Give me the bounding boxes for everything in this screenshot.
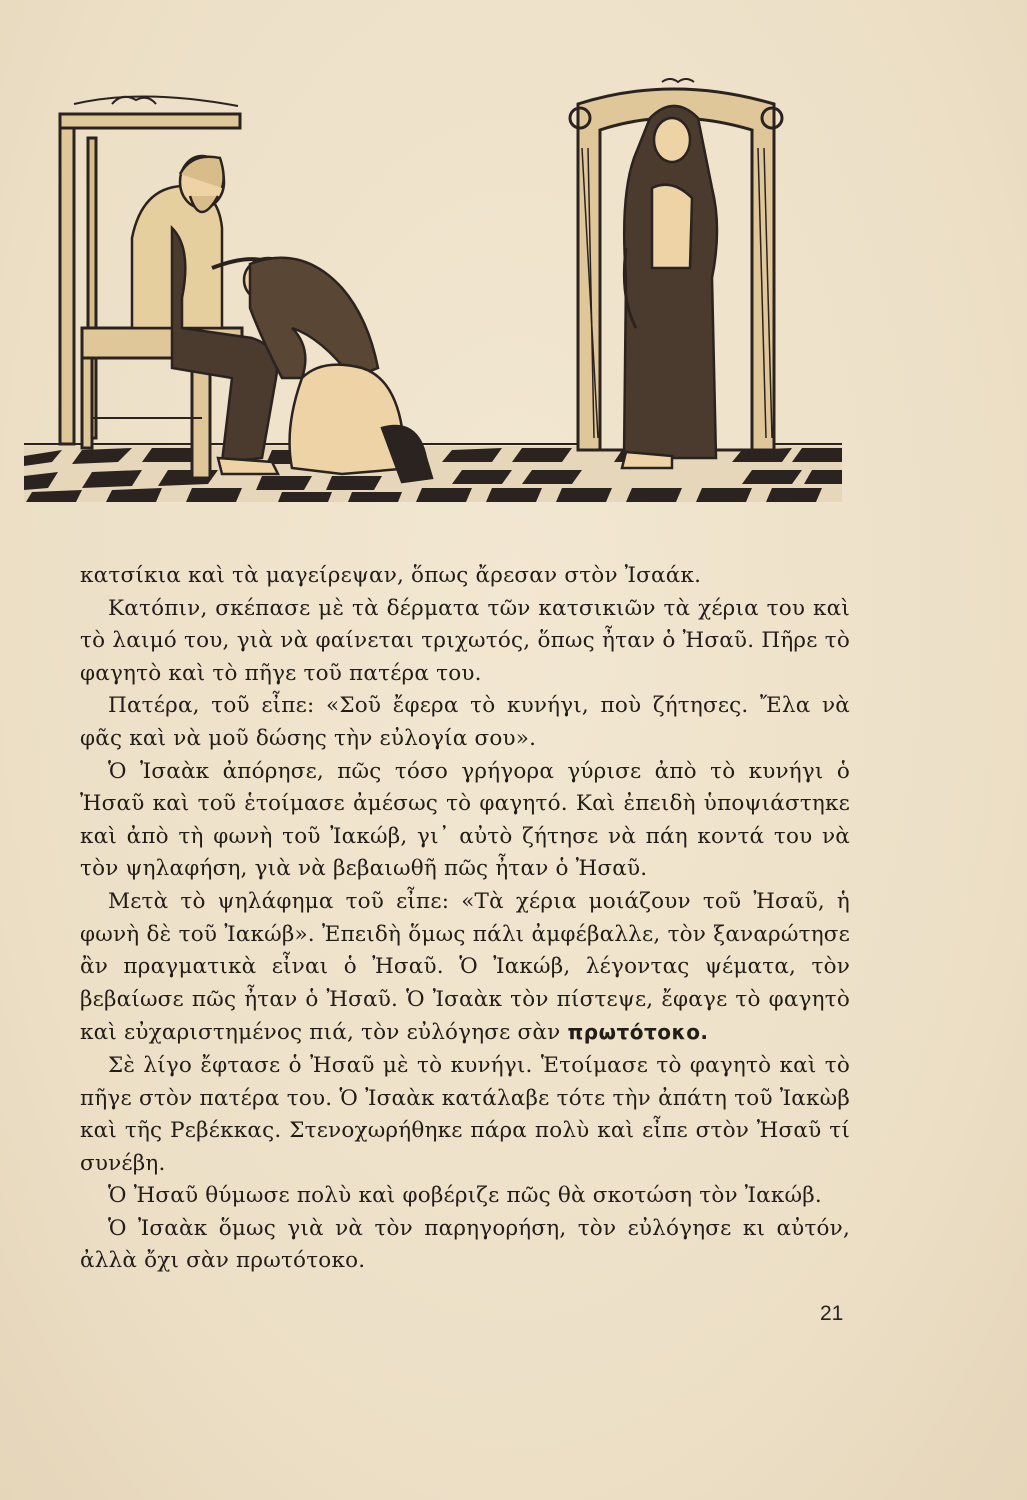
paragraph: Ὁ Ἰσαὰκ ἀπόρησε, πῶς τόσο γρήγορα γύρισε ἀπὸ τὸ κυνήγι ὁ Ἠσαῦ καὶ τοῦ ἑτοίμασε ἀμέσως τὸ φαγητό. Καὶ ἐπειδὴ ὑποψιάστηκε καὶ ἀπὸ τὴ φωνὴ τοῦ Ἰακώβ, γι᾿ αὐτὸ ζήτησε νὰ πάη κοντά του νὰ τὸν ψηλαφήση, γιὰ νὰ βεβαιωθῆ πῶς ἦταν ὁ Ἠσαῦ. xyxy=(80,758,850,882)
paragraph: κατσίκια καὶ τὰ μαγείρεψαν, ὅπως ἄρεσαν στὸν Ἰσαάκ. xyxy=(80,563,702,588)
paragraph: Κατόπιν, σκέπασε μὲ τὰ δέρματα τῶν κατσικιῶν τὰ χέρια του καὶ τὸ λαιμό του, γιὰ νὰ φαίνεται τριχωτός, ὅπως ἦταν ὁ Ἠσαῦ. Πῆρε τὸ φαγητὸ καὶ τὸ πῆγε τοῦ πατέρα του. xyxy=(80,595,850,686)
paragraph-text: Μετὰ τὸ ψηλάφημα τοῦ εἶπε: «Τὰ χέρια μοιάζουν τοῦ Ἠσαῦ, ἡ φωνὴ δὲ τοῦ Ἰακώβ». Ἐπειδὴ ὅμως πάλι ἀμφέβαλλε, τὸν ξαναρώτησε ἂν πραγματικὰ εἶναι ὁ Ἠσαῦ. Ὁ Ἰακώβ, λέγοντας ψέματα, τὸν βεβαίωσε πῶς ἦταν ὁ Ἠσαῦ. Ὁ Ἰσαὰκ τὸν πίστεψε, ἔφαγε τὸ φαγητὸ καὶ εὐχαριστημένος πιά, τὸν εὐλόγησε σὰν xyxy=(80,888,850,1046)
biblical-scene-illustration xyxy=(22,78,844,506)
page-number: 21 xyxy=(820,1302,844,1325)
checkered-floor xyxy=(24,444,842,502)
paragraph: Ὁ Ἠσαῦ θύμωσε πολὺ καὶ φοβέριζε πῶς θὰ σκοτώση τὸν Ἰακώβ. xyxy=(108,1183,822,1209)
paragraph: Πατέρα, τοῦ εἶπε: «Σοῦ ἔφερα τὸ κυνήγι, ποὺ ζήτησες. Ἔλα νὰ φᾶς καὶ νὰ μοῦ δώσης τὴν εὐλογία σου». xyxy=(80,693,850,751)
story-text xyxy=(80,560,850,1278)
emphasized-word: πρωτότοκο. xyxy=(567,1020,709,1045)
standing-woman-figure xyxy=(622,106,717,468)
paragraph xyxy=(80,886,850,1050)
paragraph: Ὁ Ἰσαὰκ ὅμως γιὰ νὰ τὸν παρηγορήση, τὸν εὐλόγησε κι αὐτόν, ἀλλὰ ὄχι σὰν πρωτότοκο. xyxy=(80,1215,850,1274)
paragraph: Σὲ λίγο ἔφτασε ὁ Ἠσαῦ μὲ τὸ κυνήγι. Ἑτοίμασε τὸ φαγητὸ καὶ τὸ πῆγε στὸν πατέρα του. Ὁ Ἰσαὰκ κατάλαβε τότε τὴν ἀπάτη τοῦ Ἰακὼβ καὶ τῆς Ρεβέκκας. Στενοχωρήθηκε πάρα πολὺ καὶ εἶπε στὸν Ἠσαῦ τί συνέβη. xyxy=(80,1052,850,1176)
